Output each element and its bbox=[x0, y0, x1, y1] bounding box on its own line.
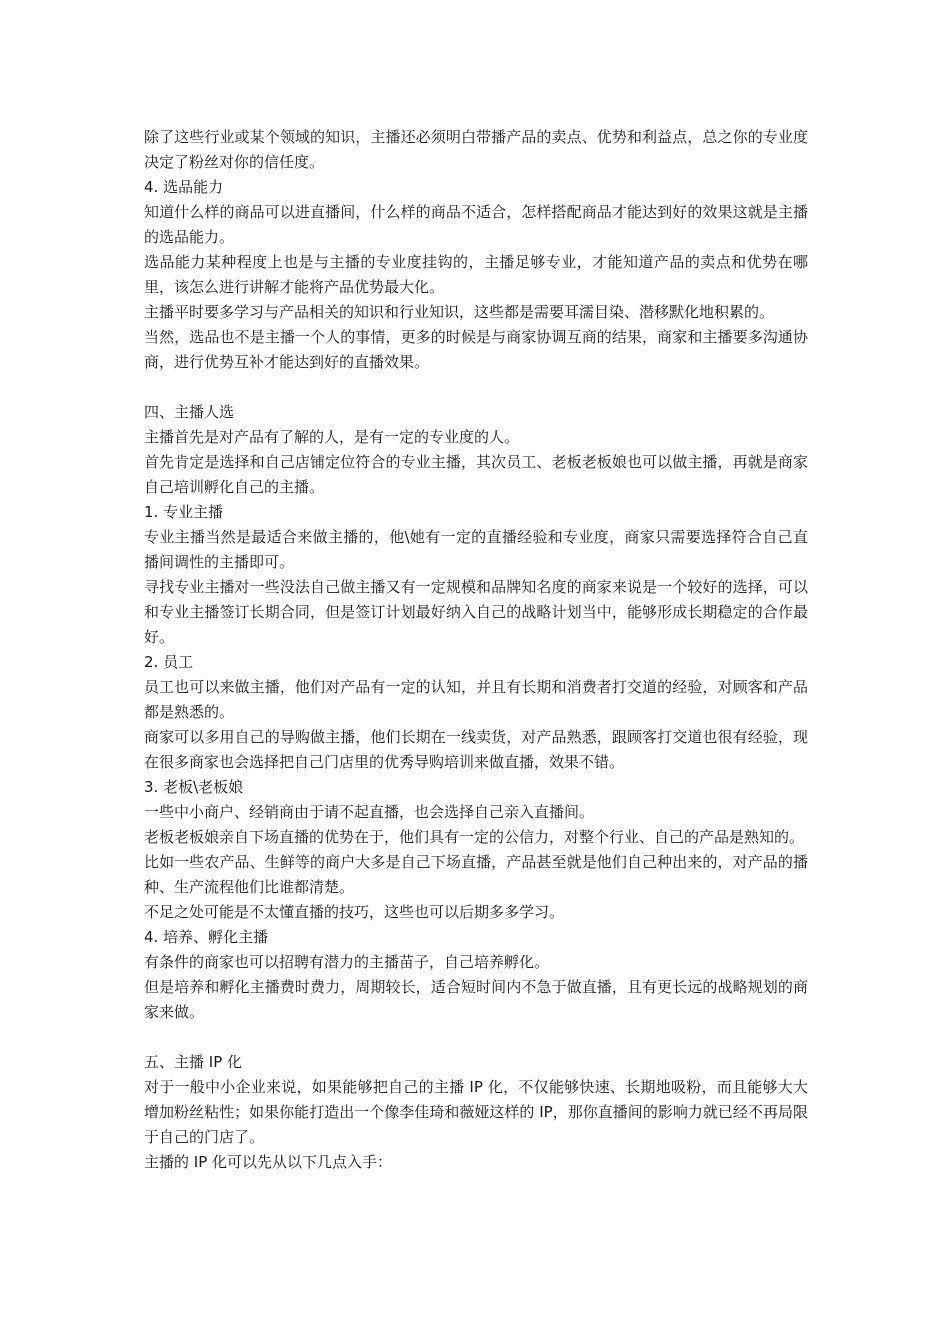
subheading-selection-ability: 4. 选品能力 bbox=[144, 178, 224, 196]
paragraph: 一些中小商户、经销商由于请不起直播，也会选择自己亲入直播间。 bbox=[144, 803, 595, 821]
paragraph: 对于一般中小企业来说，如果能够把自己的主播 IP 化，不仅能够快速、长期地吸粉，而且能够大大增加粉丝粘性；如果你能打造出一个像李佳琦和薇娅这样的 IP，那你直播间的影响力就已经不再局限于自己的门店了。 bbox=[144, 1078, 808, 1146]
paragraph: 但是培养和孵化主播费时费力，周期较长，适合短时间内不急于做直播，且有更长远的战略规划的商家来做。 bbox=[144, 978, 808, 1021]
paragraph: 主播平时要多学习与产品相关的知识和行业知识，这些都是需要耳濡目染、潜移默化地积累的。 bbox=[144, 303, 775, 321]
paragraph: 员工也可以来做主播，他们对产品有一定的认知，并且有长期和消费者打交道的经验，对顾客和产品都是熟悉的。 bbox=[144, 678, 808, 721]
blank-line bbox=[144, 375, 808, 400]
blank-line bbox=[144, 1025, 808, 1050]
paragraph: 当然，选品也不是主播一个人的事情，更多的时候是与商家协调互商的结果，商家和主播要多沟通协商，进行优势互补才能达到好的直播效果。 bbox=[144, 328, 808, 371]
paragraph: 比如一些农产品、生鲜等的商户大多是自己下场直播，产品甚至就是他们自己种出来的，对产品的播种、生产流程他们比谁都清楚。 bbox=[144, 853, 808, 896]
paragraph: 首先肯定是选择和自己店铺定位符合的专业主播，其次员工、老板老板娘也可以做主播，再就是商家自己培训孵化自己的主播。 bbox=[144, 453, 808, 496]
document-body bbox=[144, 125, 808, 1175]
section-heading-host-ip: 五、主播 IP 化 bbox=[144, 1053, 243, 1071]
subheading-boss: 3. 老板\老板娘 bbox=[144, 778, 244, 796]
paragraph: 商家可以多用自己的导购做主播，他们长期在一线卖货，对产品熟悉，跟顾客打交道也很有经验，现在很多商家也会选择把自己门店里的优秀导购培训来做直播，效果不错。 bbox=[144, 728, 808, 771]
paragraph: 选品能力某种程度上也是与主播的专业度挂钩的，主播足够专业，才能知道产品的卖点和优势在哪里，该怎么进行讲解才能将产品优势最大化。 bbox=[144, 253, 808, 296]
paragraph: 专业主播当然是最适合来做主播的，他\她有一定的直播经验和专业度，商家只需要选择符合自己直播间调性的主播即可。 bbox=[144, 528, 808, 571]
paragraph: 主播的 IP 化可以先从以下几点入手： bbox=[144, 1153, 393, 1171]
paragraph: 老板老板娘亲自下场直播的优势在于，他们具有一定的公信力，对整个行业、自己的产品是熟知的。 bbox=[144, 828, 805, 846]
paragraph: 主播首先是对产品有了解的人，是有一定的专业度的人。 bbox=[144, 428, 520, 446]
paragraph: 除了这些行业或某个领域的知识，主播还必须明白带播产品的卖点、优势和利益点，总之你的专业度决定了粉丝对你的信任度。 bbox=[144, 128, 808, 171]
subheading-professional-host: 1. 专业主播 bbox=[144, 503, 224, 521]
paragraph: 知道什么样的商品可以进直播间，什么样的商品不适合，怎样搭配商品才能达到好的效果这就是主播的选品能力。 bbox=[144, 203, 808, 246]
paragraph: 寻找专业主播对一些没法自己做主播又有一定规模和品牌知名度的商家来说是一个较好的选择，可以和专业主播签订长期合同，但是签订计划最好纳入自己的战略计划当中，能够形成长期稳定的合作最好。 bbox=[144, 578, 808, 646]
subheading-employee: 2. 员工 bbox=[144, 653, 194, 671]
paragraph: 不足之处可能是不太懂直播的技巧，这些也可以后期多多学习。 bbox=[144, 903, 565, 921]
section-heading-host-candidates: 四、主播人选 bbox=[144, 403, 235, 421]
subheading-train-incubate: 4. 培养、孵化主播 bbox=[144, 928, 269, 946]
paragraph: 有条件的商家也可以招聘有潜力的主播苗子，自己培养孵化。 bbox=[144, 953, 550, 971]
